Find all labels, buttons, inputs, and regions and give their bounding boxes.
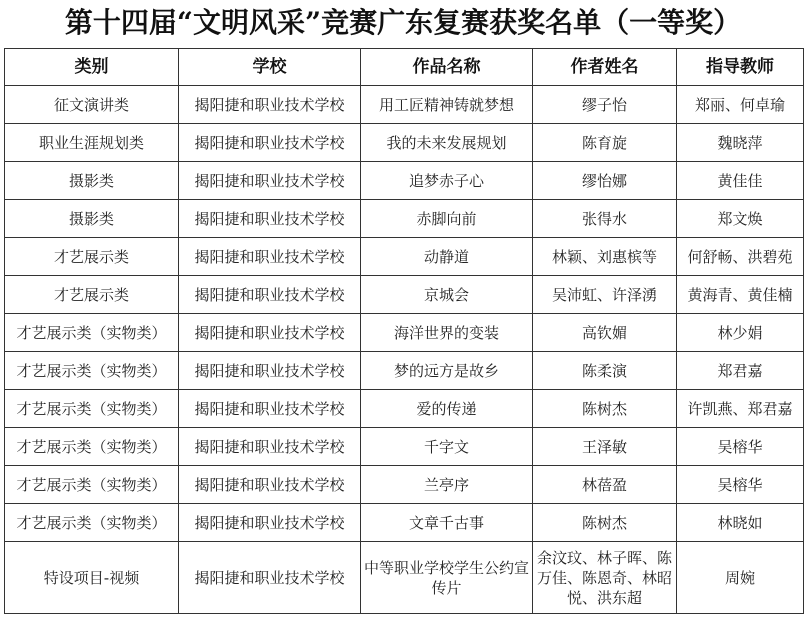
school-cell: 揭阳捷和职业技术学校 [179,390,361,428]
awards-table [4,48,804,614]
author-cell: 陈柔演 [533,352,677,390]
school-cell: 揭阳捷和职业技术学校 [179,124,361,162]
table-row [5,542,804,614]
table-row [5,276,804,314]
teacher-cell: 郑文焕 [677,200,804,238]
column-header-teacher: 指导教师 [677,49,804,86]
work-cell: 我的未来发展规划 [361,124,533,162]
author-cell: 陈育旋 [533,124,677,162]
column-header-school: 学校 [179,49,361,86]
page-title: 第十四届“文明风采”竞赛广东复赛获奖名单（一等奖） [64,6,742,39]
school-cell: 揭阳捷和职业技术学校 [179,200,361,238]
category-cell: 才艺展示类（实物类） [5,352,179,390]
author-cell: 林蓓盈 [533,466,677,504]
work-cell: 海洋世界的变装 [361,314,533,352]
table-row [5,200,804,238]
category-cell: 才艺展示类（实物类） [5,504,179,542]
table-row [5,504,804,542]
category-cell: 摄影类 [5,162,179,200]
table-row [5,238,804,276]
author-cell: 缪子怡 [533,86,677,124]
school-cell: 揭阳捷和职业技术学校 [179,504,361,542]
teacher-cell: 黄海青、黄佳楠 [677,276,804,314]
teacher-cell: 林少娟 [677,314,804,352]
category-cell: 才艺展示类（实物类） [5,390,179,428]
author-cell: 高钦媚 [533,314,677,352]
work-cell: 动静道 [361,238,533,276]
author-cell: 张得水 [533,200,677,238]
work-cell: 爱的传递 [361,390,533,428]
category-cell: 才艺展示类（实物类） [5,466,179,504]
author-cell: 余汶玟、林子晖、陈万佳、陈恩奇、林昭悦、洪东超 [533,542,677,614]
table-row [5,352,804,390]
school-cell: 揭阳捷和职业技术学校 [179,542,361,614]
column-header-category: 类别 [5,49,179,86]
category-cell: 才艺展示类（实物类） [5,314,179,352]
school-cell: 揭阳捷和职业技术学校 [179,238,361,276]
category-cell: 征文演讲类 [5,86,179,124]
teacher-cell: 许凯燕、郑君嘉 [677,390,804,428]
table-header-row [5,49,804,86]
teacher-cell: 魏晓萍 [677,124,804,162]
teacher-cell: 周婉 [677,542,804,614]
teacher-cell: 林晓如 [677,504,804,542]
work-cell: 赤脚向前 [361,200,533,238]
table-row [5,466,804,504]
school-cell: 揭阳捷和职业技术学校 [179,466,361,504]
teacher-cell: 何舒畅、洪碧苑 [677,238,804,276]
category-cell: 摄影类 [5,200,179,238]
teacher-cell: 黄佳佳 [677,162,804,200]
school-cell: 揭阳捷和职业技术学校 [179,162,361,200]
school-cell: 揭阳捷和职业技术学校 [179,352,361,390]
work-cell: 兰亭序 [361,466,533,504]
work-cell: 追梦赤子心 [361,162,533,200]
teacher-cell: 吴榕华 [677,428,804,466]
teacher-cell: 郑君嘉 [677,352,804,390]
table-row [5,314,804,352]
category-cell: 特设项目-视频 [5,542,179,614]
work-cell: 用工匠精神铸就梦想 [361,86,533,124]
teacher-cell: 郑丽、何卓瑜 [677,86,804,124]
work-cell: 千字文 [361,428,533,466]
column-header-author: 作者姓名 [533,49,677,86]
column-header-work: 作品名称 [361,49,533,86]
category-cell: 职业生涯规划类 [5,124,179,162]
author-cell: 林颖、刘惠槟等 [533,238,677,276]
table-row [5,162,804,200]
work-cell: 京城会 [361,276,533,314]
work-cell: 文章千古事 [361,504,533,542]
table-row [5,390,804,428]
table-row [5,428,804,466]
category-cell: 才艺展示类 [5,276,179,314]
table-row [5,86,804,124]
teacher-cell: 吴榕华 [677,466,804,504]
author-cell: 吴沛虹、许泽湧 [533,276,677,314]
school-cell: 揭阳捷和职业技术学校 [179,276,361,314]
author-cell: 陈树杰 [533,390,677,428]
table-row [5,124,804,162]
school-cell: 揭阳捷和职业技术学校 [179,86,361,124]
author-cell: 陈树杰 [533,504,677,542]
author-cell: 缪怡娜 [533,162,677,200]
category-cell: 才艺展示类（实物类） [5,428,179,466]
work-cell: 中等职业学校学生公约宣传片 [361,542,533,614]
author-cell: 王泽敏 [533,428,677,466]
school-cell: 揭阳捷和职业技术学校 [179,314,361,352]
work-cell: 梦的远方是故乡 [361,352,533,390]
category-cell: 才艺展示类 [5,238,179,276]
school-cell: 揭阳捷和职业技术学校 [179,428,361,466]
